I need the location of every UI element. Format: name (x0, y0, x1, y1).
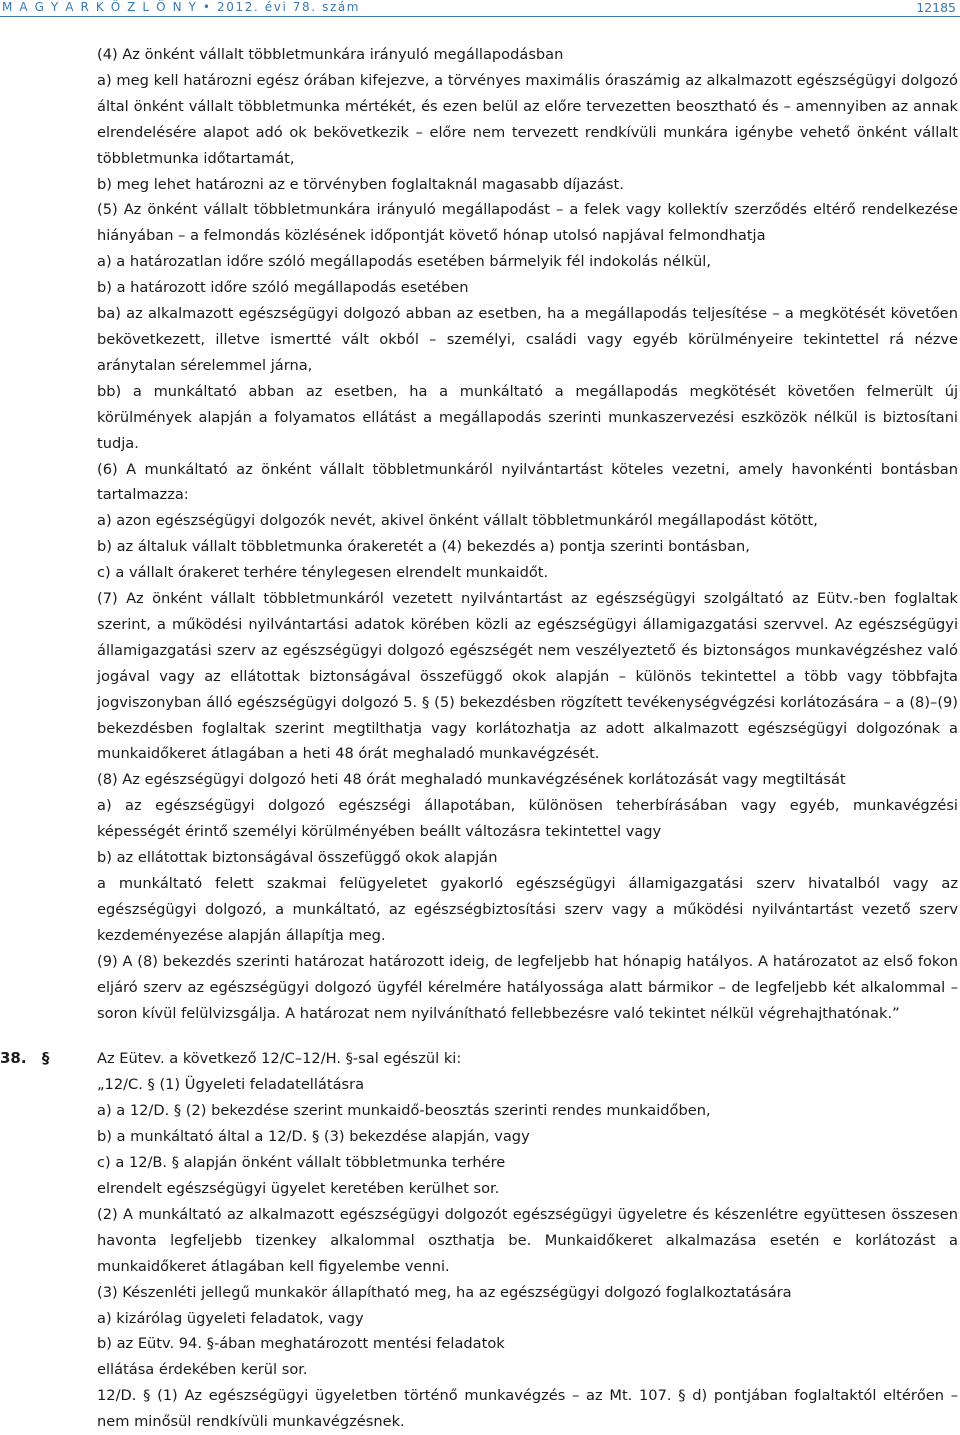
section-number-label: 38. (0, 1049, 27, 1068)
header-divider (0, 16, 960, 17)
page-header (0, 0, 960, 16)
section-38-text (97, 1046, 958, 1435)
paragraph: (4) Az önként vállalt többletmunkára irányuló megállapodásban (97, 46, 564, 63)
paragraph: c) a 12/B. § alapján önként vállalt többletmunka terhére (97, 1154, 506, 1172)
paragraph: bb) a munkáltató abban az esetben, ha a munkáltató a megállapodás megkötését követően felmerült új körülmények alapján a folyamatos ellátást a megállapodás szerinti munkaszervezési eszközök nélkül is biztosítani tudja. (97, 382, 958, 452)
paragraph: ellátása érdekében kerül sor. (97, 1361, 308, 1379)
document-body (0, 42, 958, 1435)
paragraph: a) az egészségügyi dolgozó egészségi állapotában, különösen teherbírásában vagy egyéb, munkavégzési képességét érintő személyi körülményében beállt változásra tekintettel vagy (97, 797, 958, 841)
paragraph: c) a vállalt órakeret terhére ténylegesen elrendelt munkaidőt. (97, 564, 549, 582)
section-38-number (0, 1046, 97, 1072)
paragraph: 12/D. § (1) Az egészségügyi ügyeletben történő munkavégzés – az Mt. 107. § d) pontjában foglaltaktól eltérően – nem minősül rendkívüli munkavégzésnek. (97, 1387, 958, 1431)
section-symbol: § (41, 1049, 50, 1068)
paragraph: b) meg lehet határozni az e törvényben foglaltaknál magasabb díjazást. (97, 175, 624, 193)
paragraph: b) az általuk vállalt többletmunka órakeretét a (4) bekezdés a) pontja szerinti bontásban, (97, 538, 750, 556)
journal-title: M A G Y A R K Ö Z L Ö N Y • 2012. évi 78. szám (2, 0, 361, 14)
section-37-continuation (97, 42, 958, 1026)
paragraph: (3) Készenléti jellegű munkakör állapítható meg, ha az egészségügyi dolgozó foglalkoztatására (97, 1283, 792, 1301)
paragraph: b) az Eütv. 94. §-ában meghatározott mentési feladatok (97, 1335, 505, 1353)
paragraph: (5) Az önként vállalt többletmunkára irányuló megállapodást – a felek vagy kollektív szerződés eltérő rendelkezése hiányában – a felmondás közlésének időpontját követő hónap utolsó napjával felmondhatja (97, 201, 958, 245)
paragraph: ba) az alkalmazott egészségügyi dolgozó abban az esetben, ha a megállapodás teljesítése – a megkötését követően bekövetkezett, illetve ismertté vált okból – személyi, családi vagy egyéb körülményeire tekintettel rá nézve aránytalan sérelemmel járna, (97, 305, 958, 374)
paragraph: elrendelt egészségügyi ügyelet keretében kerülhet sor. (97, 1179, 500, 1197)
paragraph: (2) A munkáltató az alkalmazott egészségügyi dolgozót egészségügyi ügyeletre és készenlétre együttesen összesen havonta legfeljebb tizenkey alkalommal oszthatja be. Munkaidőkeret alkalmazása esetén e korlátozást a munkaidőkeret átlagában kell figyelembe venni. (97, 1205, 958, 1275)
paragraph: a) a 12/D. § (2) bekezdése szerint munkaidő-beosztás szerinti rendes munkaidőben, (97, 1102, 711, 1120)
paragraph: a munkáltató felett szakmai felügyeletet gyakorló egészségügyi államigazgatási szerv hivatalból vagy az egészségügyi dolgozó, a munkáltató, az egészségbiztosítási szerv vagy a működési nyilvántartást vezető szerv kezdeményezése alapján állapítja meg. (97, 875, 958, 944)
section-gap (97, 1026, 958, 1046)
paragraph: a) meg kell határozni egész órában kifejezve, a törvényes maximális óraszámig az alkalmazott egészségügyi dolgozó által önként vállalt többletmunka mértékét, és ezen belül az előre tervezetten beosztható és – amennyiben az annak elrendelésére alapot adó ok bekövetkezik – előre nem tervezett rendkívüli munkára igénybe vehető önként vállalt többletmunka időtartamát, (97, 71, 958, 167)
paragraph: b) a munkáltató által a 12/D. § (3) bekezdése alapján, vagy (97, 1128, 530, 1146)
paragraph: a) azon egészségügyi dolgozók nevét, akivel önként vállalt többletmunkáról megállapodást kötött, (97, 512, 818, 530)
section-38 (0, 1046, 958, 1435)
page-number: 12185 (916, 0, 956, 15)
paragraph: (6) A munkáltató az önként vállalt többletmunkáról nyilvántartást köteles vezetni, amely havonkénti bontásban tartalmazza: (97, 460, 958, 504)
paragraph: b) a határozott időre szóló megállapodás esetében (97, 279, 469, 297)
paragraph: (9) A (8) bekezdés szerinti határozat határozott ideig, de legfeljebb hat hónapig hatályos. A határozatot az első fokon eljáró szerv az egészségügyi dolgozó ügyfél kérelmére hatályossága alatt bármikor – de legfeljebb két alkalommal – soron kívül felülvizsgálja. A határozat nem nyilvánítható fellebbezésre való tekintet nélkül végrehajthatónak.” (97, 952, 958, 1022)
paragraph: (7) Az önként vállalt többletmunkáról vezetett nyilvántartást az egészségügyi szolgáltató az Eütv.-ben foglaltak szerint, a működési nyilvántartási adatok körében közli az egészségügyi államigazgatási szervvel. Az egészségügyi államigazgatási szerv az egészségügyi dolgozó egészségét nem veszélyeztető és biztonságos munkavégzéshez való jogával vagy az ellátottak biztonságával összefüggő okok alapján – különös tekintettel a több vagy többfajta jogviszonyban álló egészségügyi dolgozó 5. § (5) bekezdésben rögzített tevékenységvégzési korlátozására – a (8)–(9) bekezdésben foglaltak szerint megtilthatja vagy korlátozhatja az adott alkalmazott egészségügyi dolgozónak a munkaidőkeret átlagában a heti 48 órát meghaladó munkavégzését. (97, 590, 958, 763)
paragraph: b) az ellátottak biztonságával összefüggő okok alapján (97, 849, 498, 867)
paragraph: a) a határozatlan időre szóló megállapodás esetében bármelyik fél indokolás nélkül, (97, 253, 711, 271)
paragraph: Az Eütev. a következő 12/C–12/H. §-sal egészül ki: (97, 1050, 462, 1068)
paragraph: (8) Az egészségügyi dolgozó heti 48 órát meghaladó munkavégzésének korlátozását vagy megtiltását (97, 771, 846, 789)
paragraph: „12/C. § (1) Ügyeleti feladatellátásra (97, 1076, 365, 1094)
paragraph: a) kizárólag ügyeleti feladatok, vagy (97, 1309, 364, 1327)
